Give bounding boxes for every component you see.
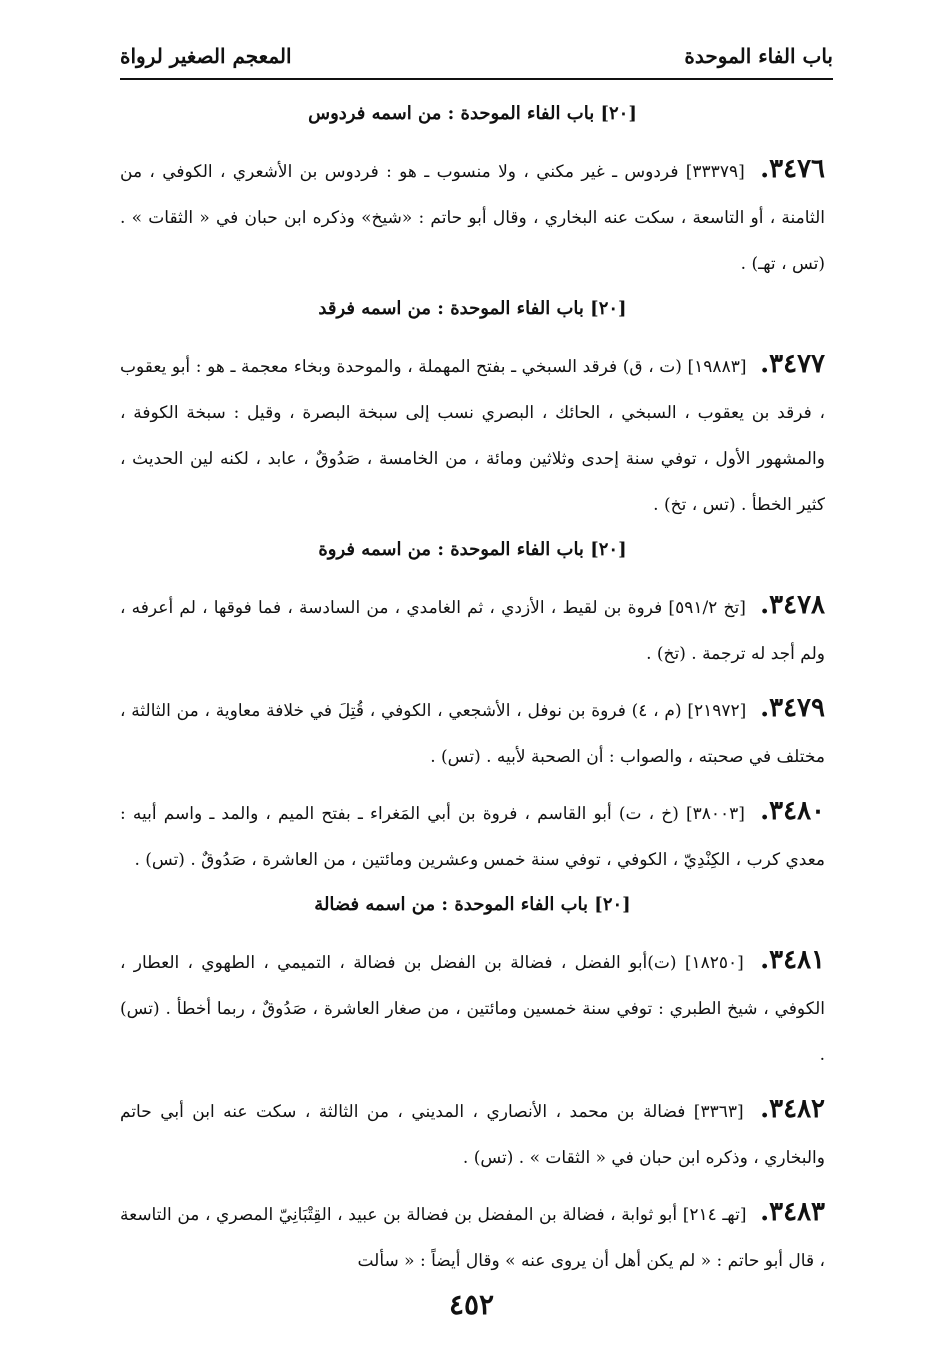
entry-3477 [120,341,825,528]
entry-text: [تهـ ٢١٤] أبو ثوابة ، فضالة بن المفضل بن فضالة بن عبيد ، القِتْبَانِيّ المصري ، من التاسعة ، قال أبو حاتم : « لم يكن أهل أن يروى عنه » وقال أيضاً : « سألت [120,1205,825,1271]
entry-number: ٣٤٧٨. [760,590,825,620]
running-header [120,40,833,80]
entry-number: ٣٤٨٣. [760,1197,826,1227]
section-heading: [٢٠] باب الفاء الموحدة : من اسمه فروة [318,539,627,560]
entry-text: [١٨٢٥٠] (ت)أبو الفضل ، فضالة بن الفضل بن فضالة ، التميمي ، الطهوي ، العطار ، الكوفي ، شيخ الطبري : توفي سنة خمسين ومائتين ، من صغار العاشرة ، صَدُوقٌ ، ربما أخطأ . (تس) . [120,953,825,1065]
page-content [120,96,825,1292]
entry-number: ٣٤٨١. [760,945,825,975]
section-heading: [٢٠] باب الفاء الموحدة : من اسمه فرقد [318,298,627,319]
entry-text: [٣٣٦٣] فضالة بن محمد ، الأنصاري ، المديني ، من الثالثة ، سكت عنه ابن أبي حاتم والبخاري ، وذكره ابن حبان في « الثقات » . (تس) . [120,1102,825,1168]
entry-3481 [120,937,825,1078]
entry-3476 [120,146,825,287]
entry-text: [٣٣٣٧٩] فردوس ـ غير مكني ، ولا منسوب ـ هو : فردوس بن الأشعري ، الكوفي ، من الثامنة ، أو التاسعة ، سكت عنه البخاري ، وقال أبو حاتم : «شيخ» وذكره ابن حبان في « الثقات » . (تس ، تهـ) . [120,162,825,274]
section-heading: [٢٠] باب الفاء الموحدة : من اسمه فردوس [308,103,637,124]
entry-3480 [120,788,825,883]
entry-number: ٣٤٨٢. [760,1094,826,1124]
entry-text: [تخ ٥٩١/٢] فروة بن لقيط ، الأزدي ، ثم الغامدي ، من السادسة ، فما فوقها ، لم أعرفه ، ولم أجد له ترجمة . (تخ) . [120,598,825,664]
entry-text: [٣٨٠٠٣] (خ ، ت) أبو القاسم ، فروة بن أبي المَغراء ـ بفتح الميم ، والمد ـ واسم أبيه : معدي كرب ، الكِنْدِيّ ، الكوفي ، توفي سنة خمس وعشرين ومائتين ، من العاشرة ، صَدُوقٌ . (تس) . [120,804,825,870]
book-title: المعجم الصغير لرواة [120,44,292,68]
entry-number: ٣٤٧٧. [760,349,825,379]
entry-number: ٣٤٨٠. [760,796,825,826]
entry-3478 [120,582,825,677]
section-heading: [٢٠] باب الفاء الموحدة : من اسمه فضالة [314,894,631,915]
chapter-title: باب الفاء الموحدة [684,44,833,68]
entry-number: ٣٤٧٩. [760,693,825,723]
page-number: ٤٥٢ [448,1288,495,1321]
entry-text: [٢١٩٧٢] (م ، ٤) فروة بن نوفل ، الأشجعي ، الكوفي ، قُتِلَ في خلافة معاوية ، من الثالثة ، مختلف في صحبته ، والصواب : أن الصحبة لأبيه . (تس) . [120,701,825,767]
entry-number: ٣٤٧٦. [760,154,825,184]
entry-3483 [120,1189,825,1284]
entry-text: [١٩٨٨٣] (ت ، ق) فرقد السبخي ـ بفتح المهملة ، والموحدة وبخاء معجمة ـ هو : أبو يعقوب ، فرقد بن يعقوب ، السبخي ، الحائك ، البصري نسب إلى سبخة البصرة ، وقيل : سبخة الكوفة ، والمشهور الأول ، توفي سنة إحدى وثلاثين ومائة ، من الخامسة ، صَدُوقٌ ، عابد ، لكنه لين الحديث ، كثير الخطأ . (تس ، تخ) . [120,357,825,515]
entry-3479 [120,685,825,780]
entry-3482 [120,1086,825,1181]
